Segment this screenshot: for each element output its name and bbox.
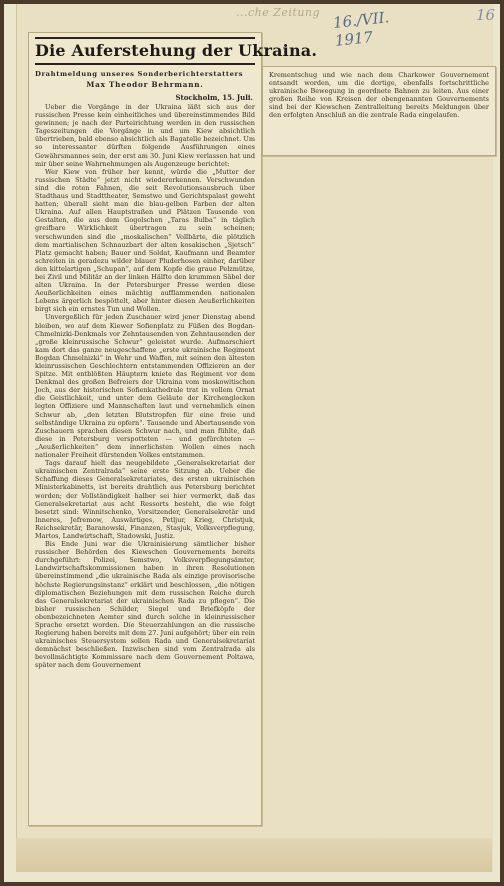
article-author: Max Theodor Behrmann. [86, 80, 204, 89]
article-paragraph: Ueber die Vorgänge in der Ukraina läßt sich aus der russischen Presse kein einheitliches und übereinstimmendes Bild gewinnen; je nach der Parteirichtung werden in den russischen Tageszeitungen die Vorgänge in und um Kiew absichtlich übertrieben, bald ebenso absichtlich als Bagatelle bezeichnet. Um so interessanter dürften folgende Ausführungen eines Gewährsmannes sein, der erst am 30. Juni Kiew verlassen hat und mir über seine Wahrnehmungen als Augenzeuge berichtet: [35, 103, 255, 168]
article-paragraph: Tags darauf hielt das neugebildete „Generalsekretariat der ukrainischen Zentralrada“ seine erste Sitzung ab. Ueber die Schaffung dieses Generalsekretariates, des ersten ukrainischen Ministerkabinetts, ist bereits drahtlich aus Petersburg berichtet worden; der Vollständigkeit halber sei hier vermerkt, daß das Generalsekretariat aus acht Ressorts besteht, die wie folgt besetzt sind: Winnitschenko, Vorsitzender, Generalsekretär und Inneres, Jefremow, Auswärtiges, Petljur, Krieg, Christjuk, Reichsekretär, Baranowski, Finanzen, Stasjuk, Volksverpflegung, Martos, Landwirtschaft, Stadowski, Justiz. [35, 459, 255, 540]
article-headline: Die Auferstehung der Ukraina. [35, 37, 255, 65]
page-number: 16 [476, 6, 496, 24]
handwritten-date: 16./VII. 1917 [332, 8, 391, 50]
article-dateline: Stockholm, 15. Juli. [175, 93, 253, 102]
newspaper-clipping-main [28, 32, 318, 826]
mounting-paper-stain [16, 838, 492, 872]
article-paragraph: Wer Kiew von früher her kennt, würde die „Mutter der russischen Städte“ jetzt nicht wiedererkennen. Verschwunden sind die roten Fahnen, die seit Revolutionsausbruch über Stadthaus und Stadttheater, Semstwo und Gerichtspalast geweht hatten; überall sieht man die blau-gelben Farben der alten Ukraina. Auf allen Hauptstraßen und Plätzen Tausende von Gestalten, die aus dem Gogolschen „Taras Bulba“ in täglich greifbare Wirklichkeit übertragen zu sein scheinen; verschwunden sind die „moskalischen“ Vollbärte, die plötzlich dem martialischen Schnauzbart der alten kosakischen „Sjetsch“ Platz gemacht haben; Bauer und Soldat, Kaufmann und Beamter schreiten in geradezu wilder blauer Pluderhosen einher, darüber den kittelartigen „Schupan“, auf dem Kopfe die graue Pelzmütze, bei Zivil und Militär an der linken Hälfte den krummen Säbel der alten Ukraina. In der Petersburger Presse werden diese Aeußerlichkeiten eines mächtig aufflammenden nationalen Lebens ärgerlich bespöttelt, aber hinter diesen Aeußerlichkeiten birgt sich ein ernstes Tun und Wollen. [35, 167, 255, 314]
article-byline: Drahtmeldung unseres Sonderberichterstatters [35, 70, 244, 78]
article-continuation [269, 71, 489, 120]
article-body [35, 103, 255, 670]
continuation-paragraph: Krementschug und wie nach dem Charkower Gouvernement entsandt worden, um die dortige, ebenfalls fortschrittliche ukrainische Bewegung in geordnete Bahnen zu leiten. Aus einer großen Reihe von Kreisen der obengenannten Gouvernements sind bei der Kiewschen Zentralleitung bereits Meldungen über den erfolgten Anschluß an die zentrale Rada eingelaufen. [269, 71, 489, 120]
article-paragraph: Bis Ende Juni war die Ukrainisierung sämtlicher bisher russischer Behörden des Kiewschen Gouvernements bereits durchgeführt: Polizei, Semstwo, Volksverpflegungsämter, Landwirtschaftskommissionen haben in ihren Resolutionen übereinstimmend „die ukrainische Rada als einzige provisorische höchste Regierungsinstanz“ erklärt und beschlossen, „die nötigen diplomatischen Beziehungen mit dem russischen Reiche durch das Generalsekretariat der ukrainischen Rada zu pflegen“. Die bisher russischen Schilder, Siegel und Briefköpfe der obenbezeichneten Aemter sind durch solche in kleinrussischer Sprache ersetzt worden. Die Steuerzahlungen an die russische Regierung haben bereits mit dem 27. Juni aufgehört; über ein rein ukrainisches Steuersystem sollen Rada und Generalsekretariat demnächst beschließen. Inzwischen sind vom Zentralrada als bevollmächtigte Kommissare nach dem Gouvernement Poltawa, später nach dem Gouvernement [35, 540, 255, 670]
newspaper-clipping-continuation [262, 66, 496, 156]
article-paragraph: Unvergeßlich für jeden Zuschauer wird jener Dienstag abend bleiben, wo auf dem Kiewer Sofienplatz zu Füßen des Bogdan-Chmelnizki-Denkmals vor Zehntausenden von Zehntausenden der „große kleinrussische Schwur“ geleistet wurde. Aufmarschiert kam dort das ganze neugeschaffene „erste ukrainische Regiment Bogdan Chmelnizki“ in Wehr und Waffen, mit seinen den ältesten kleinrussischen Geschlechtern entstammenden Offizieren an der Spitze. Mit entblößten Häuptern kniete das Regiment vor dem Denkmal des großen Befreiers der Ukraina vom moskowitischen Joch, aus der historischen Sofienkathedrale trat in vollem Ornat die Geistlichkeit, und unter dem Geläute der Kirchenglocken legten Offiziere und Mannschaften laut und vernehmlich einen Schwur ab, „den letzten Blutstropfen für eine freie und selbständige Ukraina zu opfern“. Tausende und Abertausende von Zuschauern sprachen diesen Schwur nach, und man fühlte, daß diese in Petersburg verspotteten — und gefürchteten — „Aeußerlichkeiten“ dem innerlichsten Wollen eines nach nationaler Freiheit dürstenden Volkes entstammen. [35, 313, 255, 460]
masthead-fragment: ...che Zeitung [236, 6, 321, 19]
